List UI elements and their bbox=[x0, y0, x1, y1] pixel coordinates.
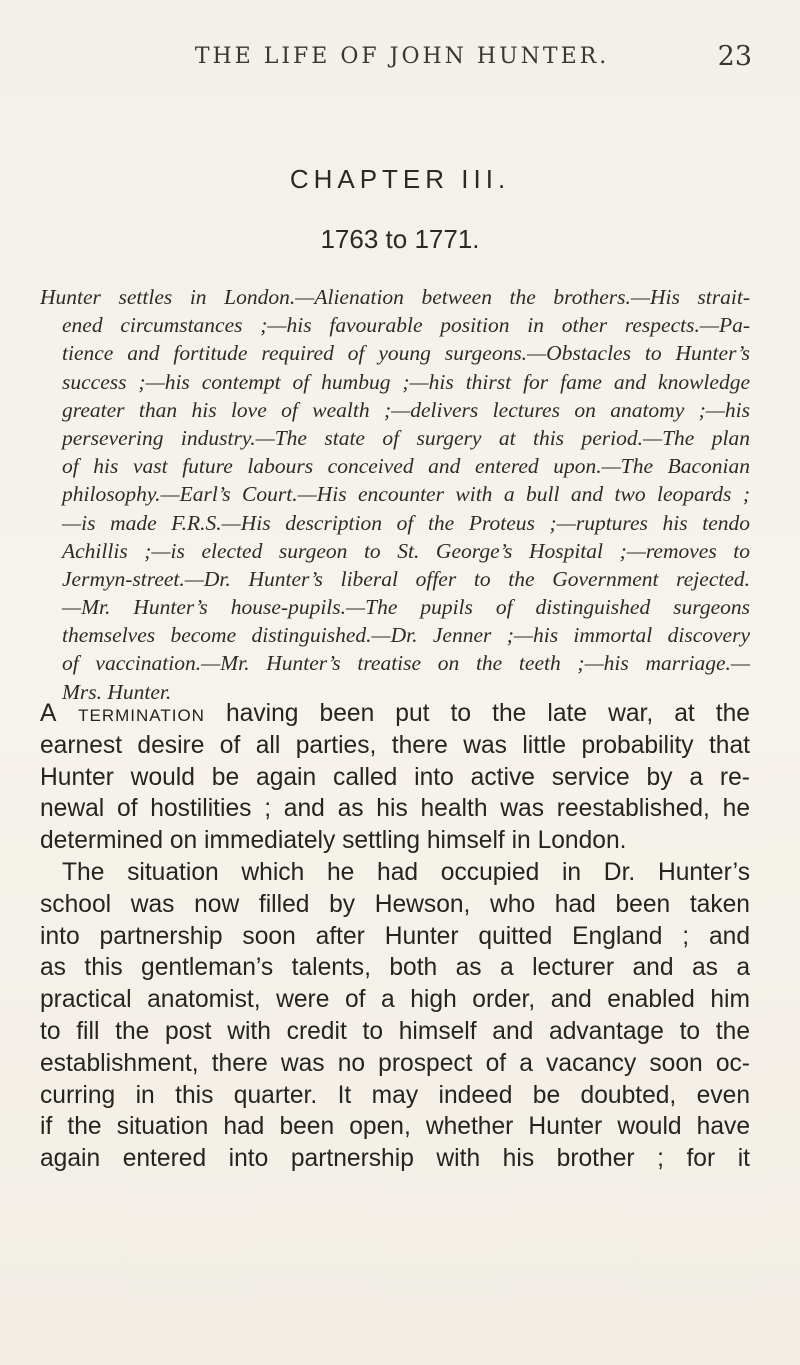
synopsis-line: Hunter settles in London.—Alienation between the brothers.—His strait- bbox=[40, 285, 750, 309]
body-line: into partnership soon after Hunter quitted England ; and bbox=[40, 922, 750, 950]
chapter-dates: 1763 to 1771. bbox=[320, 224, 480, 254]
body-line: curring in this quarter. It may indeed be doubted, even bbox=[40, 1081, 750, 1109]
opening-line-rest: having been put to the late war, at the bbox=[204, 700, 750, 727]
synopsis-line: persevering industry.—The state of surgery at this period.—The plan bbox=[62, 425, 750, 450]
synopsis-line: —Mr. Hunter’s house-pupils.—The pupils of distinguished surgeons bbox=[62, 595, 750, 620]
chapter-synopsis bbox=[40, 283, 750, 706]
body-line: school was now filled by Hewson, who had been taken bbox=[40, 890, 750, 918]
body-line: determined on immediately settling himself in London. bbox=[40, 827, 627, 855]
body-line: as this gentleman’s talents, both as a lecturer and as a bbox=[40, 954, 750, 982]
synopsis-line: of his vast future labours conceived and entered upon.—The Baconian bbox=[62, 454, 750, 479]
body-line: if the situation had been open, whether Hunter would have bbox=[40, 1113, 750, 1141]
body-line: Hunter would be again called into active service by a re- bbox=[40, 763, 750, 791]
body-line: again entered into partnership with his brother ; for it bbox=[40, 1145, 750, 1173]
synopsis-line: philosophy.—Earl’s Court.—His encounter with a bull and two leopards ; bbox=[62, 482, 750, 507]
synopsis-line: —is made F.R.S.—His description of the Proteus ;—ruptures his tendo bbox=[62, 510, 750, 535]
body-line bbox=[40, 698, 750, 730]
body-line: The situation which he had occupied in Dr. Hunter’s bbox=[62, 858, 750, 886]
body-line: earnest desire of all parties, there was little probability that bbox=[40, 731, 750, 759]
synopsis-line: Mrs. Hunter. bbox=[62, 679, 172, 704]
synopsis-line: ened circumstances ;—his favourable position in other respects.—Pa- bbox=[62, 313, 750, 338]
synopsis-line: Achillis ;—is elected surgeon to St. George’s Hospital ;—removes to bbox=[62, 538, 750, 563]
body-line: to fill the post with credit to himself and advantage to the bbox=[40, 1017, 750, 1045]
synopsis-line: greater than his love of wealth ;—delivers lectures on anatomy ;—his bbox=[62, 397, 750, 422]
synopsis-line: tience and fortitude required of young surgeons.—Obstacles to Hunter’s bbox=[62, 341, 750, 366]
running-title: THE LIFE OF JOHN HUNTER. bbox=[194, 44, 610, 69]
body-line: newal of hostilities ; and as his health was reestablished, he bbox=[40, 795, 750, 823]
synopsis-line: of vaccination.—Mr. Hunter’s treatise on the teeth ;—his marriage.— bbox=[62, 651, 750, 676]
body-line: practical anatomist, were of a high order, and enabled him bbox=[40, 986, 750, 1014]
page-number: 23 bbox=[717, 41, 752, 72]
opening-words: A termination bbox=[40, 700, 205, 727]
synopsis-line: success ;—his contempt of humbug ;—his thirst for fame and knowledge bbox=[62, 369, 750, 394]
synopsis-line: themselves become distinguished.—Dr. Jenner ;—his immortal discovery bbox=[62, 623, 750, 648]
chapter-title: CHAPTER III. bbox=[289, 164, 511, 194]
running-head bbox=[52, 41, 752, 80]
body-line: establishment, there was no prospect of a vacancy soon oc- bbox=[40, 1049, 750, 1077]
synopsis-line: Jermyn-street.—Dr. Hunter’s liberal offer to the Government rejected. bbox=[62, 566, 750, 591]
body-text bbox=[40, 698, 750, 1175]
